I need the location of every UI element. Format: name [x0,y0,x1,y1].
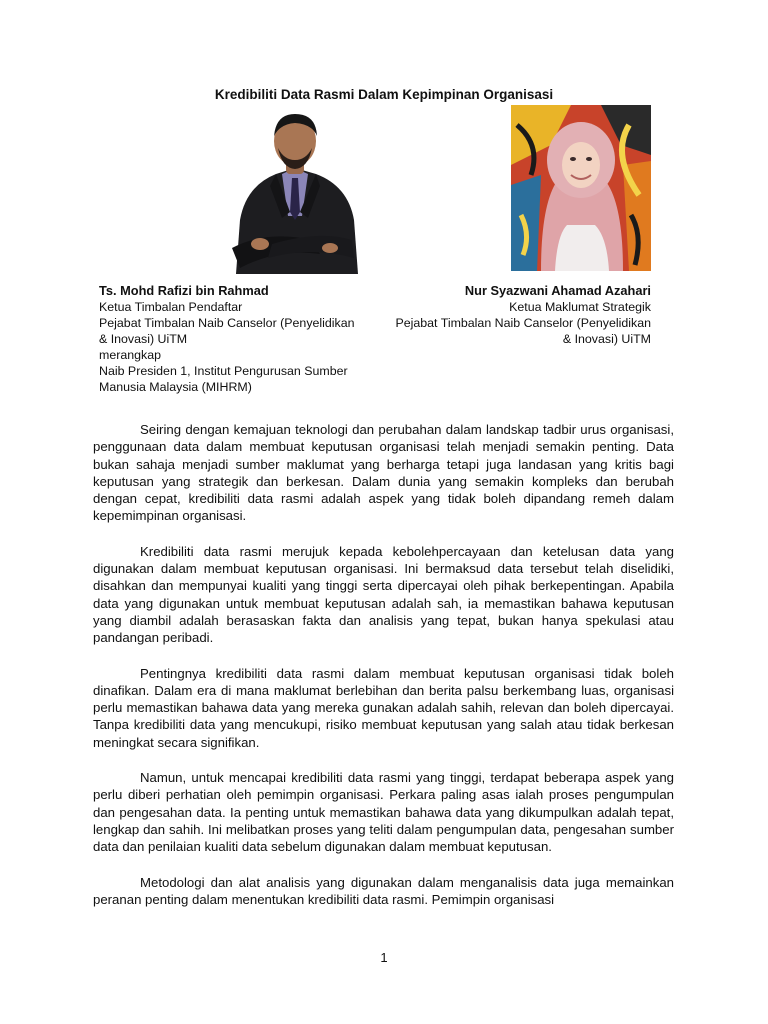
author-affiliation-line: Ketua Maklumat Strategik [509,300,651,314]
page-number: 1 [380,950,388,965]
body-paragraph: Kredibiliti data rasmi merujuk kepada kebolehpercayaan dan ketelusan data yang digunakan dalam membuat keputusan organisasi. Ini bermaksud data tersebut telah diselidiki, disahkan dan mempunyai kualiti yang tinggi serta dipercayai oleh pihak berkepentingan. Apabila data yang digunakan untuk membuat keputusan adalah sah, ia memastikan bahawa keputusan yang diambil adalah berasaskan fakta dan analisis yang tepat, bukan hanya spekulasi atau pandangan peribadi. [93,543,674,646]
author-affiliation-line: & Inovasi) UiTM [99,332,188,346]
author-name: Ts. Mohd Rafizi bin Rahmad [99,283,269,298]
author-name: Nur Syazwani Ahamad Azahari [464,283,651,298]
author-photo-syazwani [511,105,651,271]
author-affiliation-line: merangkap [99,348,161,362]
article-body [93,421,674,926]
author-affiliation-line: Pejabat Timbalan Naib Canselor (Penyelidikan [99,316,355,330]
author-photo-rafizi [232,108,358,274]
author-affiliation-line: Ketua Timbalan Pendaftar [99,300,243,314]
body-paragraph: Seiring dengan kemajuan teknologi dan perubahan dalam landskap tadbir urus organisasi, penggunaan data dalam membuat keputusan organisasi telah menjadi semakin penting. Data bukan sahaja menjadi sumber maklumat yang berharga tetapi juga landasan yang kritis bagi keputusan yang strategik dan berkesan. Dalam dunia yang semakin kompleks dan berubah dengan cepat, kredibiliti data rasmi adalah aspek yang tidak boleh dipandang remeh dalam kepemimpinan organisasi. [93,422,674,524]
author-affiliation-line: & Inovasi) UiTM [562,332,651,346]
body-paragraph: Pentingnya kredibiliti data rasmi dalam membuat keputusan organisasi tidak boleh dinafikan. Dalam era di mana maklumat berlebihan dan berita palsu berkembang luas, organisasi perlu memastikan bahawa data yang mereka gunakan adalah sahih, relevan dan boleh dipercayai. Tanpa kredibiliti data yang mencukupi, risiko membuat keputusan yang salah atau tidak berkesan meningkat secara signifikan. [93,665,674,750]
author-affiliation-line: Manusia Malaysia (MIHRM) [99,380,252,394]
author-affiliation-line: Naib Presiden 1, Institut Pengurusan Sumber [99,364,348,378]
author-affiliation-line: Pejabat Timbalan Naib Canselor (Penyelidikan [395,316,651,330]
body-paragraph: Namun, untuk mencapai kredibiliti data rasmi yang tinggi, terdapat beberapa aspek yang perlu diberi perhatian oleh pemimpin organisasi. Perkara paling asas ialah proses pengumpulan dan pengesahan data. Ia penting untuk memastikan bahawa data yang dikumpulkan adalah tepat, lengkap dan sahih. Ini melibatkan proses yang teliti dalam pengumpulan data, pengesahan sumber data dan penilaian kualiti data sebelum digunakan dalam membuat keputusan. [93,770,674,855]
author-block-rafizi [99,283,389,395]
author-block-syazwani [370,283,651,347]
article-title: Kredibiliti Data Rasmi Dalam Kepimpinan Organisasi [214,87,554,102]
body-paragraph: Metodologi dan alat analisis yang digunakan dalam menganalisis data juga memainkan peranan penting dalam menentukan kredibiliti data rasmi. Pemimpin organisasi [93,874,674,907]
